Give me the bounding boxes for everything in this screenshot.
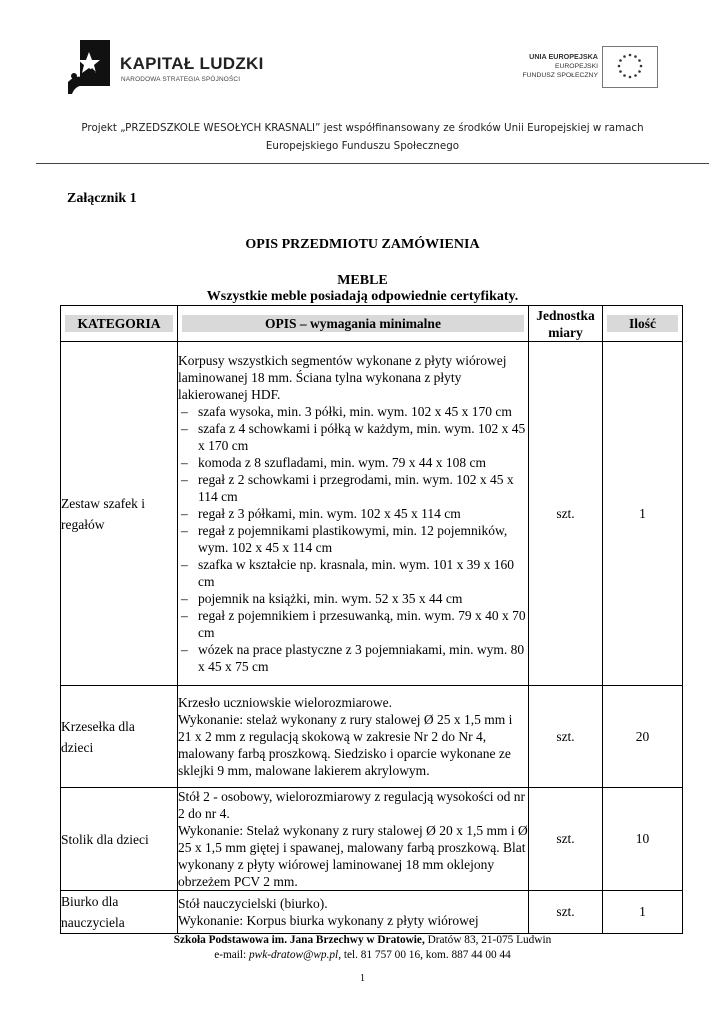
row-description — [178, 686, 529, 788]
footer-email-label: e-mail: — [214, 949, 250, 961]
header-unit-line2: miary — [548, 324, 583, 340]
table-row — [61, 686, 683, 788]
project-funding-note — [40, 119, 685, 155]
row-qty: 10 — [603, 788, 683, 891]
order-specification-table — [60, 305, 683, 934]
row-qty: 20 — [603, 686, 683, 788]
row-intro: Stół nauczycielski (biurko). — [178, 896, 328, 911]
row-unit: szt. — [529, 891, 603, 934]
list-item: – szafa z 4 schowkami i półką w każdym, min. wym. 102 x 45 x 170 cm — [178, 420, 528, 454]
footer-school-name: Szkoła Podstawowa im. Jana Brzechwy w Dratowie, — [173, 934, 425, 946]
footer-contact — [0, 949, 725, 961]
kapital-ludzki-logo — [66, 38, 266, 102]
row-qty: 1 — [603, 891, 683, 934]
eu-line3: FUNDUSZ SPOŁECZNY — [522, 72, 598, 79]
list-item: – komoda z 8 szufladami, min. wym. 79 x 44 x 108 cm — [178, 454, 528, 471]
row-intro: Krzesło uczniowskie wielorozmiarowe. — [178, 695, 393, 710]
project-line-1: Projekt „PRZEDSZKOLE WESOŁYCH KRASNALI” jest współfinansowany ze środków Unii Europejskiej w ramach — [81, 122, 644, 134]
row-description — [178, 891, 529, 934]
eu-flag-icon — [602, 46, 658, 88]
row-category: Biurko dla nauczyciela — [61, 891, 178, 934]
row-text: Wykonanie: Korpus biurka wykonany z płyty wiórowej — [178, 913, 479, 928]
list-item: – regał z pojemnikami plastikowymi, min. 12 pojemników, wym. 102 x 45 x 114 cm — [178, 522, 528, 556]
list-item: – szafa wysoka, min. 3 półki, min. wym. 102 x 45 x 170 cm — [178, 403, 528, 420]
row-intro: Korpusy wszystkich segmentów wykonane z płyty wiórowej laminowanej 18 mm. Ściana tylna wykonana z płyty lakierowanej HDF. — [178, 353, 507, 402]
table-row — [61, 342, 683, 686]
footer-email[interactable]: pwk-dratow@wp.pl, — [249, 949, 342, 961]
list-item: – szafka w kształcie np. krasnala, min. wym. 101 x 39 x 160 cm — [178, 556, 528, 590]
certificates-note: Wszystkie meble posiadają odpowiednie certyfikaty. — [206, 289, 519, 304]
component-list — [178, 403, 528, 675]
row-qty: 1 — [603, 342, 683, 686]
list-item: – wózek na prace plastyczne z 3 pojemniakami, min. wym. 80 x 45 x 75 cm — [178, 641, 528, 675]
header-divider — [36, 163, 709, 164]
row-category: Stolik dla dzieci — [61, 788, 178, 891]
header-description: OPIS – wymagania minimalne — [178, 306, 529, 342]
row-unit: szt. — [529, 686, 603, 788]
page-number: 1 — [360, 973, 365, 984]
project-line-2: Europejskiego Funduszu Społecznego — [265, 140, 460, 152]
eu-line1: UNIA EUROPEJSKA — [529, 52, 598, 61]
header-category: KATEGORIA — [61, 306, 178, 342]
row-unit: szt. — [529, 342, 603, 686]
section-title: MEBLE — [337, 273, 388, 288]
kapital-ludzki-emblem-icon — [66, 38, 112, 100]
row-category: Krzesełka dla dzieci — [61, 686, 178, 788]
row-text: Wykonanie: stelaż wykonany z rury stalowej Ø 25 x 1,5 mm i 21 x 2 mm z regulacją skokową w zakresie Nr 2 do Nr 4, malowany farbą proszkową. Siedzisko i oparcie wykonane ze sklejki 9 mm, malowane lakierem akrylowym. — [178, 712, 513, 778]
header-qty: Ilość — [603, 306, 683, 342]
list-item: – regał z 2 schowkami i przegrodami, min. wym. 102 x 45 x 114 cm — [178, 471, 528, 505]
header-unit — [529, 306, 603, 342]
kapital-ludzki-brand: KAPITAŁ LUDZKI — [120, 54, 264, 73]
table-header-row — [61, 306, 683, 342]
table-row — [61, 891, 683, 934]
row-intro: Stół 2 - osobowy, wielorozmiarowy z regulacją wysokości od nr 2 do nr 4. — [178, 789, 526, 821]
header-unit-line1: Jednostka — [536, 307, 595, 323]
table-row — [61, 788, 683, 891]
annex-label: Załącznik 1 — [67, 191, 137, 206]
list-item: – regał z pojemnikiem i przesuwanką, min. wym. 79 x 40 x 70 cm — [178, 607, 528, 641]
document-title: OPIS PRZEDMIOTU ZAMÓWIENIA — [245, 237, 480, 252]
row-unit: szt. — [529, 788, 603, 891]
eu-logo-text — [522, 52, 598, 80]
list-item: – pojemnik na książki, min. wym. 52 x 35 x 44 cm — [178, 590, 528, 607]
footer-phones: tel. 81 757 00 16, kom. 887 44 00 44 — [341, 949, 511, 961]
row-text: Wykonanie: Stelaż wykonany z rury stalowej Ø 20 x 1,5 mm i Ø 25 x 1,5 mm giętej i spawanej, malowany farbą proszkową. Blat wykonany z płyty wiórowej laminowanej 18 mm oklejony obrzeżem PCV 2 mm. — [178, 823, 528, 889]
row-category: Zestaw szafek i regałów — [61, 342, 178, 686]
kapital-ludzki-subtitle: NARODOWA STRATEGIA SPÓJNOŚCI — [121, 76, 241, 83]
eu-logo — [512, 46, 658, 92]
row-description — [178, 342, 529, 686]
footer-address: Dratów 83, 21-075 Ludwin — [424, 934, 552, 946]
eu-line2: EUROPEJSKI — [554, 63, 598, 70]
row-description — [178, 788, 529, 891]
footer-school — [0, 933, 725, 948]
list-item: – regał z 3 półkami, min. wym. 102 x 45 x 114 cm — [178, 505, 528, 522]
